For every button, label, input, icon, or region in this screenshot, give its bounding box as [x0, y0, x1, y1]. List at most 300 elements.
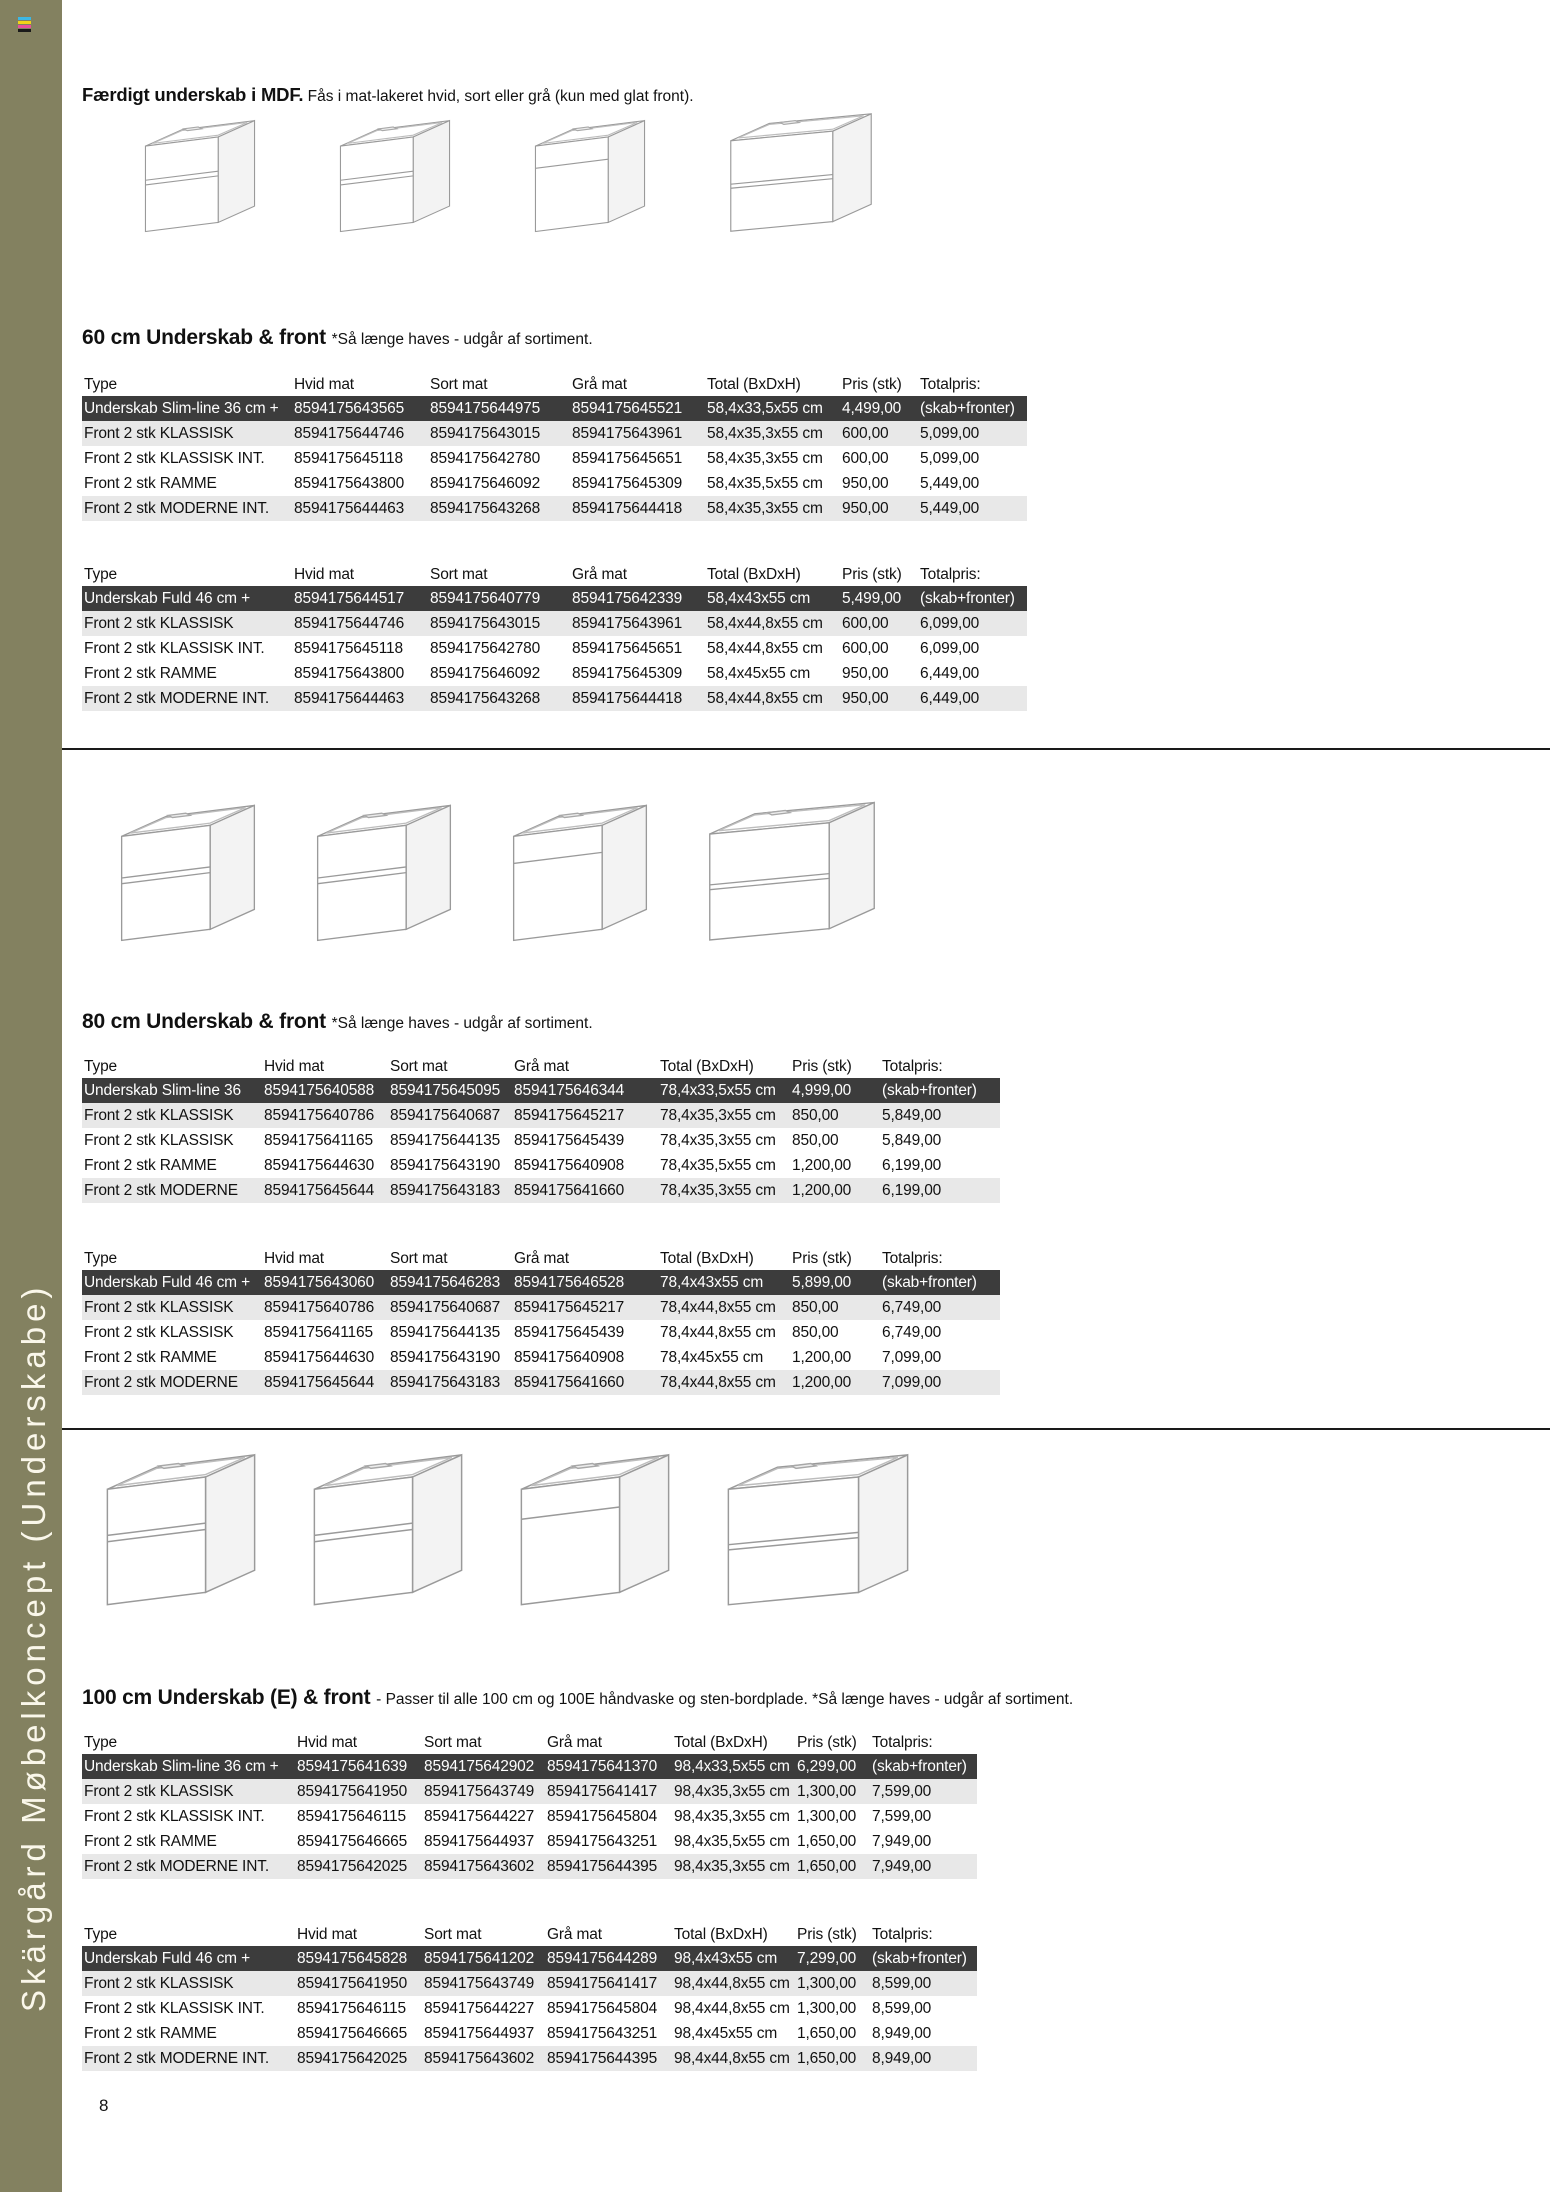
table-cell: 8594175645095 — [388, 1078, 512, 1103]
table-cell: 8594175643190 — [390, 1348, 501, 1366]
table-cell: Front 2 stk RAMME — [84, 664, 217, 682]
section-title-100cm — [82, 1686, 1073, 1710]
table-cell: 8594175641639 — [295, 1754, 422, 1779]
table-cell: 8594175645309 — [572, 474, 683, 492]
table-cell: 1,300,00 — [797, 1999, 857, 2017]
table-cell: 58,4x44,8x55 cm — [705, 611, 840, 636]
table-cell: 5,099,00 — [920, 449, 980, 467]
table-cell: 8594175646528 — [512, 1270, 658, 1295]
table-cell: Front 2 stk RAMME — [84, 1156, 217, 1174]
table-cell: 7,299,00 — [795, 1946, 870, 1971]
page-number: 8 — [99, 2096, 109, 2115]
table-cell: 8594175644746 — [292, 421, 428, 446]
table-cell: 5,899,00 — [790, 1270, 880, 1295]
column-header: Hvid mat — [294, 376, 354, 393]
section-title-note: - Passer til alle 100 cm og 100E håndvaske og sten-bordplade. *Så længe haves - udgår af sortiment. — [376, 1691, 1074, 1708]
column-header: Pris (stk) — [792, 1058, 852, 1075]
table-cell: Underskab Fuld 46 cm + — [82, 1946, 295, 1971]
column-header: Grå mat — [572, 376, 627, 393]
table-cell: 6,199,00 — [882, 1156, 942, 1174]
table-cell: 98,4x43x55 cm — [672, 1946, 795, 1971]
column-header: Grå mat — [514, 1250, 569, 1267]
table-cell: Front 2 stk KLASSISK INT. — [84, 1807, 265, 1825]
table-cell: 7,599,00 — [872, 1807, 932, 1825]
cabinet-illustration — [100, 1450, 262, 1615]
column-header: Sort mat — [390, 1058, 448, 1075]
table-cell: 98,4x33,5x55 cm — [672, 1754, 795, 1779]
table-cell: Front 2 stk RAMME — [84, 474, 217, 492]
table-cell: 8594175642780 — [430, 639, 541, 657]
table-cell: 8594175646092 — [430, 474, 541, 492]
table-cell: 8594175644937 — [424, 1832, 535, 1850]
table-header-row — [82, 370, 1027, 396]
table-cell: 58,4x43x55 cm — [705, 586, 840, 611]
front-row — [82, 2021, 977, 2046]
table-cell: 8594175643749 — [422, 1971, 545, 1996]
front-row — [82, 1829, 977, 1854]
table-cell: 8594175645644 — [262, 1178, 388, 1203]
cabinet-illustrations-100cm — [100, 1450, 915, 1615]
table-cell: 8594175643602 — [422, 1854, 545, 1879]
table-cell: 7,099,00 — [880, 1370, 1000, 1395]
table-cell: 8594175643800 — [294, 664, 405, 682]
table-cell: 8594175643060 — [262, 1270, 388, 1295]
table-cell: 600,00 — [840, 611, 918, 636]
table-cell: Front 2 stk MODERNE — [82, 1370, 262, 1395]
intro-title: Færdigt underskab i MDF. — [82, 84, 304, 105]
table-cell: 8594175643565 — [292, 396, 428, 421]
table-cell: 8594175644227 — [424, 1807, 535, 1825]
table-cell: 8594175645118 — [294, 639, 403, 657]
column-header: Sort mat — [424, 1926, 482, 1943]
table-cell: 58,4x35,3x55 cm — [707, 449, 823, 467]
front-row — [82, 1779, 977, 1804]
front-row — [82, 1971, 977, 1996]
table-cell: 78,4x44,8x55 cm — [660, 1323, 776, 1341]
table-cell: 8594175640786 — [262, 1103, 388, 1128]
section-divider — [62, 748, 1550, 750]
table-cell: Front 2 stk KLASSISK — [82, 421, 292, 446]
column-header: Pris (stk) — [842, 566, 902, 583]
table-cell: (skab+fronter) — [870, 1754, 977, 1779]
table-cell: 7,949,00 — [870, 1854, 977, 1879]
product-table-80cm-fuld — [82, 1244, 1000, 1395]
table-header-row — [82, 1920, 977, 1946]
table-cell: 6,099,00 — [918, 611, 1027, 636]
table-cell: 78,4x45x55 cm — [660, 1348, 764, 1366]
section-title-bold: 100 cm Underskab (E) & front — [82, 1686, 377, 1709]
table-cell: 6,449,00 — [920, 664, 980, 682]
table-cell: 8,599,00 — [870, 1971, 977, 1996]
table-cell: Front 2 stk MODERNE INT. — [82, 2046, 295, 2071]
table-cell: 850,00 — [792, 1323, 839, 1341]
column-header: Pris (stk) — [792, 1250, 852, 1267]
table-cell: Front 2 stk KLASSISK — [82, 1295, 262, 1320]
column-header: Sort mat — [430, 376, 488, 393]
column-header: Sort mat — [390, 1250, 448, 1267]
table-cell: 8594175645651 — [572, 449, 683, 467]
table-cell: 8594175643961 — [570, 611, 705, 636]
table-cell: 8594175643749 — [422, 1779, 545, 1804]
table-cell: 8594175646115 — [297, 1999, 406, 2017]
table-cell: 8594175640588 — [262, 1078, 388, 1103]
table-cell: 8594175643183 — [388, 1370, 512, 1395]
table-cell: 98,4x35,3x55 cm — [672, 1779, 795, 1804]
table-cell: 7,949,00 — [872, 1832, 932, 1850]
table-cell: 78,4x35,3x55 cm — [658, 1103, 790, 1128]
table-cell: 8594175644937 — [424, 2024, 535, 2042]
column-header: Grå mat — [547, 1734, 602, 1751]
column-header: Type — [84, 1250, 118, 1267]
table-header-row — [82, 1728, 977, 1754]
section-title-bold: 60 cm Underskab & front — [82, 326, 332, 349]
table-cell: Front 2 stk KLASSISK INT. — [84, 639, 265, 657]
table-cell: 58,4x35,3x55 cm — [705, 421, 840, 446]
section-title-note: *Så længe haves - udgår af sortiment. — [331, 331, 593, 348]
table-cell: 8594175640687 — [388, 1103, 512, 1128]
cabinet-illustration — [530, 117, 650, 240]
table-cell: 8594175644975 — [428, 396, 570, 421]
table-cell: 8594175641370 — [545, 1754, 672, 1779]
front-row — [82, 1153, 1000, 1178]
table-cell: Front 2 stk MODERNE INT. — [82, 686, 292, 711]
column-header: Total (BxDxH) — [674, 1926, 768, 1943]
table-cell: 600,00 — [840, 421, 918, 446]
table-cell: 98,4x45x55 cm — [674, 2024, 778, 2042]
table-cell: Front 2 stk KLASSISK INT. — [84, 449, 265, 467]
front-row — [82, 661, 1027, 686]
table-cell: 1,300,00 — [795, 1779, 870, 1804]
column-header: Totalpris: — [882, 1058, 943, 1075]
cabinet-illustration — [507, 801, 653, 950]
column-header: Totalpris: — [872, 1734, 933, 1751]
table-cell: 8594175644418 — [570, 686, 705, 711]
table-cell: 8594175646283 — [388, 1270, 512, 1295]
table-cell: 8594175641660 — [512, 1370, 658, 1395]
front-row — [82, 1178, 1000, 1203]
table-cell: 8594175645828 — [295, 1946, 422, 1971]
table-cell: 8594175640786 — [262, 1295, 388, 1320]
cabinet-row — [82, 1946, 977, 1971]
cabinet-illustration — [725, 110, 877, 240]
table-cell: Front 2 stk KLASSISK — [82, 1971, 295, 1996]
sidebar — [0, 0, 62, 2192]
table-cell: 8594175643183 — [388, 1178, 512, 1203]
table-cell: 8594175645309 — [572, 664, 683, 682]
table-cell: 58,4x44,8x55 cm — [705, 686, 840, 711]
column-header: Pris (stk) — [842, 376, 902, 393]
page-intro — [82, 84, 694, 106]
section-title-80cm — [82, 1010, 593, 1034]
table-cell: 8594175645651 — [572, 639, 683, 657]
table-cell: 8594175644746 — [292, 611, 428, 636]
column-header: Total (BxDxH) — [707, 376, 801, 393]
table-cell: 8594175640687 — [388, 1295, 512, 1320]
table-cell: 78,4x33,5x55 cm — [658, 1078, 790, 1103]
table-cell: 8594175644463 — [292, 496, 428, 521]
table-cell: 8594175642902 — [422, 1754, 545, 1779]
table-cell: 6,749,00 — [882, 1323, 942, 1341]
table-cell: 5,449,00 — [918, 496, 1027, 521]
table-cell: 78,4x35,5x55 cm — [660, 1156, 776, 1174]
section-title-60cm — [82, 326, 593, 350]
front-row — [82, 1345, 1000, 1370]
cabinet-illustrations-60cm — [140, 110, 877, 240]
table-cell: (skab+fronter) — [918, 396, 1027, 421]
table-cell: Front 2 stk KLASSISK — [82, 1779, 295, 1804]
table-cell: 58,4x44,8x55 cm — [707, 639, 823, 657]
table-cell: 8594175643251 — [547, 1832, 658, 1850]
table-cell: 8594175646665 — [297, 2024, 408, 2042]
table-cell: 7,599,00 — [870, 1779, 977, 1804]
front-row — [82, 1854, 977, 1879]
column-header: Pris (stk) — [797, 1926, 857, 1943]
table-cell: 8594175646115 — [297, 1807, 406, 1825]
front-row — [82, 421, 1027, 446]
cabinet-illustration — [514, 1450, 676, 1615]
table-cell: 8594175641165 — [264, 1131, 373, 1149]
table-cell: 98,4x44,8x55 cm — [672, 1971, 795, 1996]
table-cell: Front 2 stk MODERNE INT. — [82, 1854, 295, 1879]
table-cell: 8594175643251 — [547, 2024, 658, 2042]
logo-stripe-cyan — [18, 17, 31, 20]
front-row — [82, 471, 1027, 496]
front-row — [82, 496, 1027, 521]
cabinet-row — [82, 1078, 1000, 1103]
table-cell: (skab+fronter) — [880, 1078, 1000, 1103]
table-cell: 1,200,00 — [792, 1156, 852, 1174]
table-cell: 8594175642025 — [295, 1854, 422, 1879]
cabinet-illustration — [721, 1450, 915, 1615]
table-cell: Front 2 stk RAMME — [84, 1832, 217, 1850]
section-divider — [62, 1428, 1550, 1430]
table-cell: 78,4x35,3x55 cm — [658, 1178, 790, 1203]
table-cell: 8594175645521 — [570, 396, 705, 421]
table-cell: Front 2 stk RAMME — [84, 2024, 217, 2042]
table-cell: Front 2 stk KLASSISK — [82, 1103, 262, 1128]
cabinet-row — [82, 586, 1027, 611]
column-header: Grå mat — [514, 1058, 569, 1075]
table-cell: 8594175642780 — [430, 449, 541, 467]
front-row — [82, 446, 1027, 471]
table-cell: 8594175645217 — [512, 1103, 658, 1128]
table-cell: 6,199,00 — [880, 1178, 1000, 1203]
table-cell: 6,449,00 — [918, 686, 1027, 711]
cabinet-illustration — [335, 117, 455, 240]
table-cell: 8594175644289 — [545, 1946, 672, 1971]
table-header-row — [82, 560, 1027, 586]
column-header: Totalpris: — [872, 1926, 933, 1943]
table-cell: 1,650,00 — [795, 1854, 870, 1879]
column-header: Pris (stk) — [797, 1734, 857, 1751]
column-header: Totalpris: — [882, 1250, 943, 1267]
table-cell: 8594175640908 — [514, 1156, 625, 1174]
front-row — [82, 1996, 977, 2021]
table-cell: 8594175645804 — [547, 1807, 658, 1825]
front-row — [82, 686, 1027, 711]
table-cell: 8594175641202 — [422, 1946, 545, 1971]
table-cell: 8594175640779 — [428, 586, 570, 611]
table-cell: 600,00 — [842, 639, 889, 657]
product-table-100cm-slimline — [82, 1728, 977, 1879]
table-cell: 1,200,00 — [790, 1178, 880, 1203]
table-cell: 8594175645804 — [547, 1999, 658, 2017]
cabinet-illustration — [140, 117, 260, 240]
table-cell: 8594175645217 — [512, 1295, 658, 1320]
table-cell: 1,300,00 — [795, 1971, 870, 1996]
table-cell: 58,4x45x55 cm — [707, 664, 811, 682]
column-header: Hvid mat — [264, 1058, 324, 1075]
table-cell: 850,00 — [790, 1295, 880, 1320]
table-cell: 8594175641660 — [512, 1178, 658, 1203]
column-header: Type — [84, 1926, 118, 1943]
table-cell: 8,599,00 — [872, 1999, 932, 2017]
product-table-100cm-fuld — [82, 1920, 977, 2071]
table-cell: 6,299,00 — [795, 1754, 870, 1779]
table-cell: 8594175642025 — [295, 2046, 422, 2071]
table-cell: 4,999,00 — [790, 1078, 880, 1103]
table-cell: 8594175644630 — [264, 1156, 375, 1174]
cabinet-row — [82, 396, 1027, 421]
table-cell: Underskab Fuld 46 cm + — [82, 1270, 262, 1295]
table-cell: 850,00 — [792, 1131, 839, 1149]
column-header: Grå mat — [572, 566, 627, 583]
column-header: Total (BxDxH) — [707, 566, 801, 583]
table-cell: 5,849,00 — [882, 1131, 942, 1149]
table-cell: 8594175643015 — [428, 611, 570, 636]
table-cell: 8594175645439 — [514, 1323, 625, 1341]
table-cell: Front 2 stk MODERNE — [82, 1178, 262, 1203]
table-cell: Front 2 stk KLASSISK — [82, 611, 292, 636]
table-cell: 1,200,00 — [792, 1348, 852, 1366]
table-cell: 1,300,00 — [797, 1807, 857, 1825]
table-cell: 8594175644630 — [264, 1348, 375, 1366]
cabinet-illustration — [115, 801, 261, 950]
table-cell: 950,00 — [842, 664, 889, 682]
table-cell: 8594175644418 — [570, 496, 705, 521]
table-cell: 8594175641417 — [545, 1779, 672, 1804]
table-cell: Front 2 stk KLASSISK — [84, 1323, 234, 1341]
column-header: Hvid mat — [264, 1250, 324, 1267]
table-cell: 6,749,00 — [880, 1295, 1000, 1320]
table-cell: 98,4x44,8x55 cm — [672, 2046, 795, 2071]
product-table-60cm-fuld — [82, 560, 1027, 711]
column-header: Type — [84, 376, 118, 393]
front-row — [82, 1804, 977, 1829]
cabinet-illustrations-80cm — [115, 798, 881, 949]
table-cell: Underskab Slim-line 36 — [82, 1078, 262, 1103]
table-cell: 8,949,00 — [870, 2046, 977, 2071]
front-row — [82, 2046, 977, 2071]
color-stripes-logo-icon — [18, 17, 31, 33]
table-cell: 6,099,00 — [920, 639, 980, 657]
table-cell: 78,4x44,8x55 cm — [658, 1295, 790, 1320]
table-cell: 8594175643800 — [294, 474, 405, 492]
table-cell: 8594175641417 — [545, 1971, 672, 1996]
table-cell: 8594175645118 — [294, 449, 403, 467]
table-cell: (skab+fronter) — [870, 1946, 977, 1971]
table-cell: 8594175641165 — [264, 1323, 373, 1341]
table-cell: 7,099,00 — [882, 1348, 942, 1366]
table-cell: 8594175646092 — [430, 664, 541, 682]
table-cell: 58,4x33,5x55 cm — [705, 396, 840, 421]
logo-stripe-black — [18, 29, 31, 32]
table-cell: 600,00 — [842, 449, 889, 467]
logo-stripe-yellow — [18, 21, 31, 24]
table-cell: 1,650,00 — [797, 2024, 857, 2042]
table-cell: Underskab Slim-line 36 cm + — [82, 1754, 295, 1779]
column-header: Type — [84, 1058, 118, 1075]
table-cell: 8594175644135 — [390, 1323, 501, 1341]
column-header: Totalpris: — [920, 376, 981, 393]
product-table-60cm-slimline — [82, 370, 1027, 521]
table-cell: 8594175643268 — [428, 496, 570, 521]
table-cell: 8594175644135 — [390, 1131, 501, 1149]
table-cell: Underskab Slim-line 36 cm + — [82, 396, 292, 421]
table-cell: 950,00 — [840, 496, 918, 521]
column-header: Hvid mat — [297, 1734, 357, 1751]
table-cell: 4,499,00 — [840, 396, 918, 421]
table-cell: Front 2 stk KLASSISK INT. — [84, 1999, 265, 2017]
cabinet-row — [82, 1270, 1000, 1295]
table-cell: 98,4x44,8x55 cm — [674, 1999, 790, 2017]
table-cell: 8594175643015 — [428, 421, 570, 446]
column-header: Hvid mat — [294, 566, 354, 583]
table-cell: 5,499,00 — [840, 586, 918, 611]
table-cell: 8594175644395 — [545, 1854, 672, 1879]
column-header: Hvid mat — [297, 1926, 357, 1943]
front-row — [82, 636, 1027, 661]
table-cell: 8594175645644 — [262, 1370, 388, 1395]
section-title-note: *Så længe haves - udgår af sortiment. — [331, 1015, 593, 1032]
table-cell: (skab+fronter) — [918, 586, 1027, 611]
table-cell: 5,449,00 — [920, 474, 980, 492]
table-cell: 1,200,00 — [790, 1370, 880, 1395]
table-cell: 78,4x43x55 cm — [658, 1270, 790, 1295]
column-header: Totalpris: — [920, 566, 981, 583]
table-cell: 1,650,00 — [795, 2046, 870, 2071]
table-cell: Front 2 stk RAMME — [84, 1348, 217, 1366]
table-cell: 1,650,00 — [797, 1832, 857, 1850]
table-cell: Front 2 stk KLASSISK — [84, 1131, 234, 1149]
column-header: Sort mat — [430, 566, 488, 583]
front-row — [82, 1128, 1000, 1153]
cabinet-illustration — [307, 1450, 469, 1615]
front-row — [82, 1295, 1000, 1320]
table-cell: 8594175643190 — [390, 1156, 501, 1174]
product-table-80cm-slimline — [82, 1052, 1000, 1203]
front-row — [82, 1370, 1000, 1395]
table-cell: 78,4x44,8x55 cm — [658, 1370, 790, 1395]
logo-stripe-magenta — [18, 25, 31, 28]
column-header: Total (BxDxH) — [674, 1734, 768, 1751]
column-header: Type — [84, 566, 118, 583]
column-header: Total (BxDxH) — [660, 1058, 754, 1075]
table-cell: 98,4x35,3x55 cm — [672, 1854, 795, 1879]
table-cell: 8594175643961 — [570, 421, 705, 446]
cabinet-illustration — [311, 801, 457, 950]
sidebar-vertical-title: Skärgård Møbelkoncept (Underskabe) — [15, 1282, 52, 2012]
table-cell: Underskab Fuld 46 cm + — [82, 586, 292, 611]
table-cell: 8594175640908 — [514, 1348, 625, 1366]
table-cell: 8594175643268 — [428, 686, 570, 711]
cabinet-row — [82, 1754, 977, 1779]
table-cell: 8,949,00 — [872, 2024, 932, 2042]
table-cell: 8594175641950 — [295, 1779, 422, 1804]
front-row — [82, 1103, 1000, 1128]
front-row — [82, 1320, 1000, 1345]
table-cell: 950,00 — [840, 686, 918, 711]
